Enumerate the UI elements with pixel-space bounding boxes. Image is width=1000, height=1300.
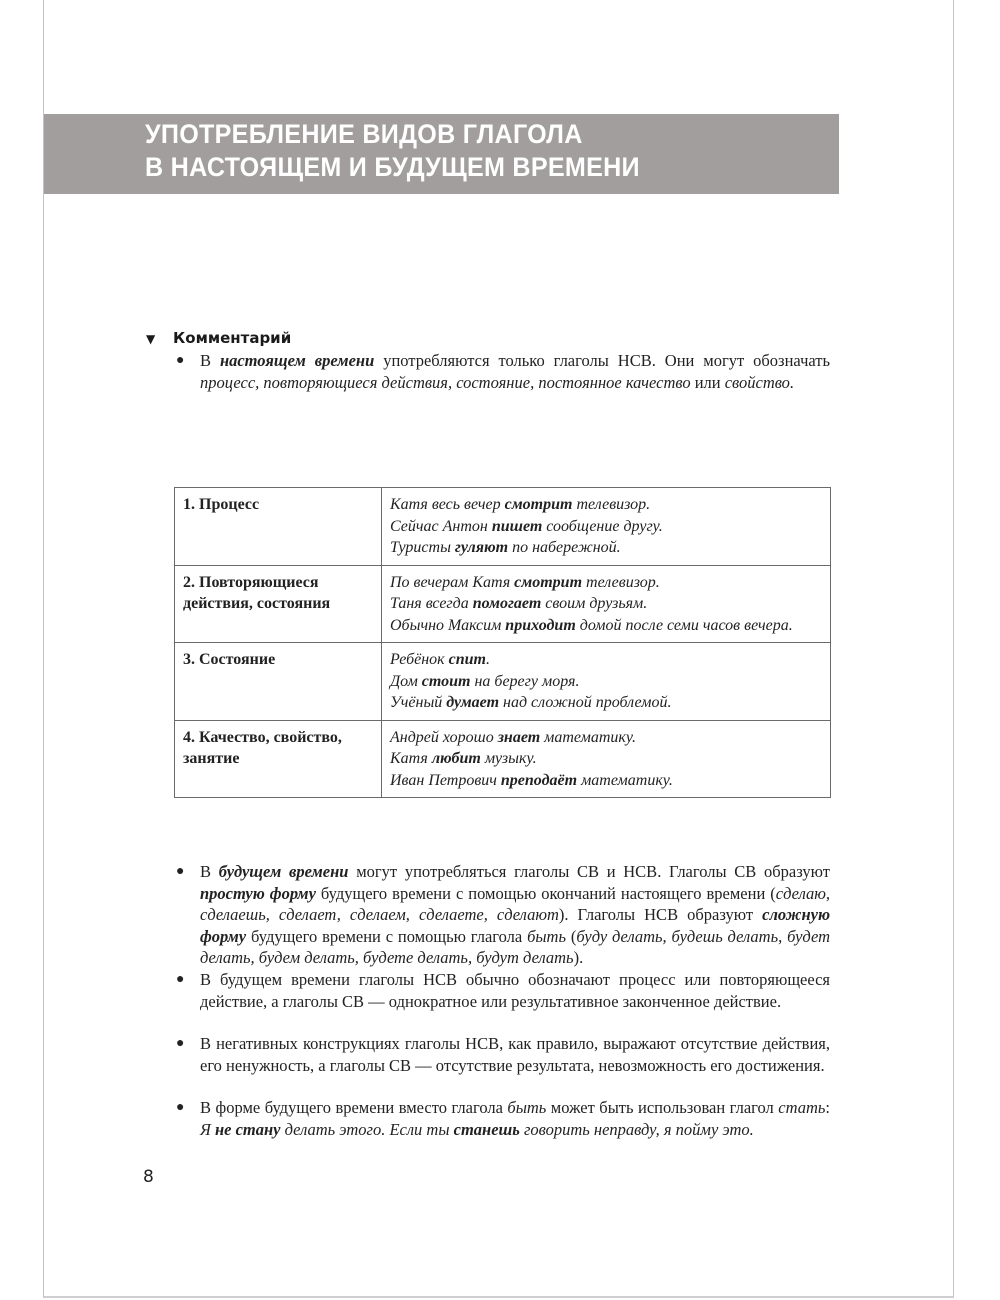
- emphasis: сложную форму: [200, 905, 830, 946]
- example-line: Туристы гуляют по набережной.: [390, 539, 621, 556]
- chapter-title-bar: [44, 114, 839, 194]
- example-line: Андрей хорошо знает математику.: [390, 728, 636, 746]
- text: В: [200, 351, 220, 370]
- example-line: Таня всегда помогает своим друзьям.: [390, 595, 648, 612]
- section-heading: [146, 329, 291, 347]
- table-row: [175, 643, 831, 721]
- italic-text: быть: [527, 926, 566, 946]
- bullet-present-tense: [174, 350, 830, 393]
- emphasis: будущем времени: [218, 862, 349, 881]
- category-cell: 2. Повторяющиеся действия, состояния: [175, 565, 382, 643]
- emphasis: не стану: [214, 1119, 281, 1139]
- example-line: По вечерам Катя смотрит телевизор.: [390, 573, 660, 591]
- example-line: Катя весь вечер смотрит телевизор.: [390, 496, 651, 513]
- bullet-future-tense: ● В будущем времени могут употребляться глаголы СВ и НСВ. Глаголы СВ образуют простую форму будущего времени с помощью окончаний настоящего времени (сделаю, сделаешь, сделает, сделаем, сделаете, сделают). Глаголы НСВ образуют сложную форму будущего времени с помощью глагола быть (буду делать, будешь делать, будет делать, будем делать, будете делать, будут делать).: [176, 862, 830, 967]
- text: или: [690, 372, 725, 392]
- example-line: Иван Петрович преподаёт математику.: [390, 771, 673, 789]
- example-line: Ребёнок спит.: [390, 651, 490, 668]
- italic-text: процесс, повторяющиеся действия, состояние, постоянное качество: [200, 372, 691, 392]
- bullet-negative-constructions: [174, 1033, 830, 1076]
- italic-text: свойство: [724, 372, 790, 392]
- italic-text: буду делать, будешь делать, будет делать, будем делать, будете делать, будут делать: [200, 926, 830, 967]
- table-row: [175, 720, 831, 798]
- examples-cell: [382, 720, 831, 798]
- italic-text: стать: [778, 1098, 826, 1117]
- paragraph: В будущем времени глаголы НСВ обычно обозначают процесс или повторяющееся действие, а глаголы СВ — однократное или результативное законченное действие.: [200, 970, 830, 1011]
- table-row: [175, 488, 831, 566]
- table-row: [175, 565, 831, 643]
- emphasis: простую форму: [200, 883, 316, 903]
- page-number: 8: [143, 1167, 154, 1187]
- bullet-icon: ●: [176, 1036, 185, 1051]
- examples-cell: [382, 488, 831, 566]
- emphasis: настоящем времени: [219, 351, 375, 370]
- triangle-down-icon: ▼: [146, 332, 156, 346]
- bullet-future-meaning: [174, 969, 830, 1012]
- chapter-title-line-1: УПОТРЕБЛЕНИЕ ВИДОВ ГЛАГОЛА: [145, 119, 583, 149]
- bullet-icon: ●: [176, 972, 185, 987]
- example-line: Сейчас Антон пишет сообщение другу.: [390, 517, 663, 535]
- example-line: Дом стоит на берегу моря.: [390, 672, 580, 690]
- text: .: [789, 372, 795, 392]
- category-cell: 1. Процесс: [175, 488, 382, 566]
- paragraph: В негативных конструкциях глаголы НСВ, как правило, выражают отсутствие действия, его ненужность, а глаголы СВ — отсутствие результата, невозможность его достижения.: [200, 1034, 830, 1075]
- aspect-usage-table: [174, 487, 831, 798]
- emphasis: станешь: [453, 1119, 520, 1139]
- category-cell: 3. Состояние: [175, 643, 382, 721]
- category-cell: 4. Качество, свойство, занятие: [175, 720, 382, 798]
- examples-cell: [382, 565, 831, 643]
- bullet-icon: ●: [176, 1100, 185, 1115]
- example-line: Учёный думает над сложной проблемой.: [390, 694, 672, 711]
- text: употребляются только глаголы НСВ. Они могут обозначать: [374, 351, 830, 370]
- bullet-stat-instead-of-byt: ● В форме будущего времени вместо глагола быть может быть использован глагол стать: Я не стану делать этого. Если ты станешь говорить неправду, я пойму это.: [176, 1098, 830, 1139]
- examples-cell: [382, 643, 831, 721]
- chapter-title-line-2: В НАСТОЯЩЕМ И БУДУЩЕМ ВРЕМЕНИ: [145, 152, 640, 182]
- section-heading-label: Комментарий: [173, 329, 292, 347]
- example-line: Катя любит музыку.: [390, 750, 537, 767]
- italic-text: сделаю, сделаешь, сделает, сделаем, сделаете, сделают: [200, 883, 830, 924]
- italic-text: быть: [507, 1098, 547, 1117]
- bullet-icon: ●: [176, 353, 185, 368]
- example-line: Обычно Максим приходит домой после семи часов вечера.: [390, 616, 793, 634]
- bullet-icon: ●: [176, 864, 185, 879]
